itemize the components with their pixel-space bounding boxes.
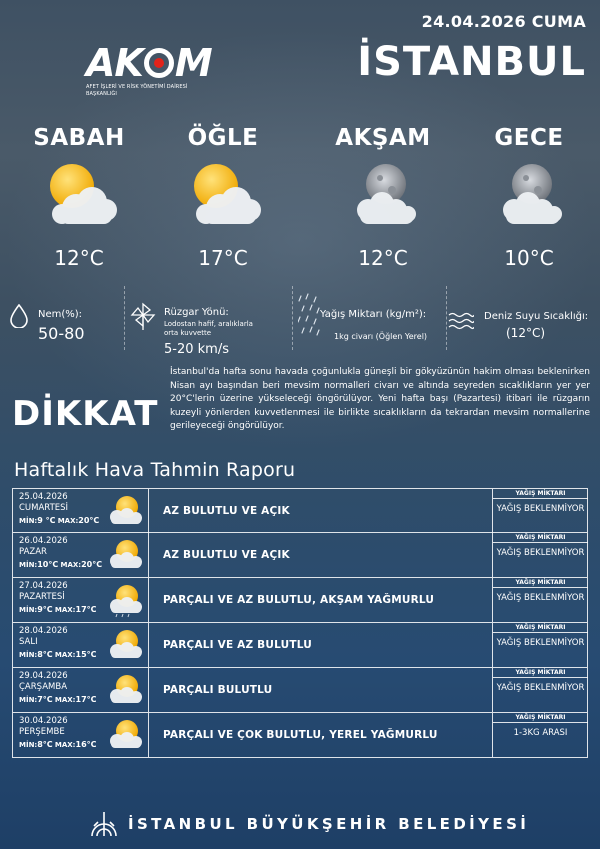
day-date: 30.04.2026 — [19, 716, 68, 726]
min-label: MİN: — [19, 517, 38, 525]
sun-cloud-icon — [103, 627, 147, 663]
min-temp: 8°C — [37, 740, 53, 749]
max-label: MAX: — [54, 741, 76, 749]
period-name: ÖĞLE — [187, 125, 259, 151]
weekly-report-title: Haftalık Hava Tahmin Raporu — [14, 459, 296, 481]
max-label: MAX: — [54, 651, 76, 659]
day-cell — [13, 668, 149, 712]
day-description: PARÇALI BULUTLU — [163, 684, 273, 696]
period-temp: 12°C — [358, 246, 408, 270]
desc-cell — [149, 713, 493, 757]
day-name: PERŞEMBE — [19, 727, 65, 737]
weekly-row — [12, 623, 588, 668]
footer — [0, 806, 600, 846]
max-label: MAX: — [57, 517, 79, 525]
moon-cloud-icon — [338, 158, 428, 230]
day-cell — [13, 489, 149, 533]
period-temp: 17°C — [198, 246, 248, 270]
day-description: AZ BULUTLU VE AÇIK — [163, 505, 290, 517]
max-label: MAX: — [54, 696, 76, 704]
rain-amount: YAĞIŞ BEKLENMİYOR — [496, 683, 585, 693]
sun-cloud-icon — [34, 158, 124, 230]
rain-header: YAĞIŞ MİKTARI — [493, 533, 588, 543]
min-label: MİN: — [19, 741, 38, 749]
max-temp: 20°C — [78, 516, 100, 525]
rain-cell — [493, 713, 588, 757]
sun-cloud-icon — [103, 537, 147, 573]
max-temp: 17°C — [75, 695, 97, 704]
akom-logo — [86, 41, 216, 98]
max-temp: 20°C — [81, 560, 103, 569]
min-temp: 9 °C — [37, 516, 56, 525]
sun-cloud-icon — [103, 717, 147, 753]
weekly-table — [12, 488, 588, 758]
period-evening — [318, 124, 448, 270]
divider — [124, 286, 125, 350]
day-date: 25.04.2026 — [19, 492, 68, 502]
day-cell — [13, 533, 149, 577]
day-name: PAZAR — [19, 547, 47, 557]
rain-value: 1kg civarı (Öğlen Yerel) — [334, 332, 428, 341]
day-cell — [13, 623, 149, 667]
day-temps — [19, 560, 102, 570]
min-label: MİN: — [19, 696, 38, 704]
weekly-row — [12, 533, 588, 578]
rain-header: YAĞIŞ MİKTARI — [493, 578, 588, 588]
rain-info — [298, 280, 444, 360]
weekly-row — [12, 578, 588, 623]
day-description: PARÇALI VE ÇOK BULUTLU, YEREL YAĞMURLU — [163, 729, 438, 741]
min-label: MİN: — [19, 561, 38, 569]
period-name: SABAH — [33, 125, 125, 151]
divider — [446, 286, 447, 350]
sun-cloud-icon — [178, 158, 268, 230]
sun-cloud-rain-icon — [103, 582, 147, 618]
humidity-value: 50-80 — [38, 324, 85, 343]
day-date: 27.04.2026 — [19, 581, 68, 591]
rain-icon — [298, 292, 322, 340]
day-name: PAZARTESİ — [19, 592, 65, 602]
day-description: PARÇALI VE AZ BULUTLU — [163, 639, 312, 651]
wind-label: Rüzgar Yönü: — [164, 307, 229, 318]
min-label: MİN: — [19, 651, 38, 659]
day-temps — [19, 740, 97, 750]
min-temp: 9°C — [37, 605, 53, 614]
rain-header: YAĞIŞ MİKTARI — [493, 713, 588, 723]
weekly-row — [12, 668, 588, 713]
humidity-info — [10, 280, 120, 360]
period-morning — [14, 124, 144, 270]
day-date: 28.04.2026 — [19, 626, 68, 636]
period-noon — [158, 124, 288, 270]
desc-cell — [149, 533, 493, 577]
period-name: GECE — [494, 125, 564, 151]
period-night — [464, 124, 594, 270]
divider — [292, 286, 293, 350]
min-temp: 7°C — [37, 695, 53, 704]
rain-cell — [493, 533, 588, 577]
day-date: 26.04.2026 — [19, 536, 68, 546]
desc-cell — [149, 489, 493, 533]
day-temps — [19, 516, 99, 526]
period-temp: 12°C — [54, 246, 104, 270]
weekly-row — [12, 713, 588, 758]
max-label: MAX: — [60, 561, 82, 569]
sea-label: Deniz Suyu Sıcaklığı: — [484, 311, 589, 322]
logo-o-mark — [144, 48, 174, 78]
rain-label: Yağış Miktarı (kg/m²): — [320, 309, 427, 320]
conditions-row — [0, 280, 600, 360]
max-temp: 17°C — [75, 605, 97, 614]
max-temp: 16°C — [75, 740, 97, 749]
waves-icon — [448, 312, 474, 330]
ibb-logo-icon — [88, 808, 120, 840]
desc-cell — [149, 623, 493, 667]
wind-detail: Lodostan hafif, aralıklarla orta kuvvette — [164, 320, 253, 337]
min-temp: 10°C — [37, 560, 59, 569]
rain-amount: 1-3KG ARASI — [513, 728, 568, 738]
rain-header: YAĞIŞ MİKTARI — [493, 623, 588, 633]
day-temps — [19, 605, 97, 615]
warning-title: DİKKAT — [12, 394, 159, 434]
sun-cloud-icon — [103, 672, 147, 708]
pinwheel-icon — [130, 302, 156, 330]
wind-value: 5-20 km/s — [164, 342, 229, 357]
sea-info — [448, 280, 598, 360]
max-temp: 15°C — [75, 650, 97, 659]
rain-amount: YAĞIŞ BEKLENMİYOR — [496, 548, 585, 558]
rain-amount: YAĞIŞ BEKLENMİYOR — [496, 504, 585, 514]
warning-text: İstanbul'da hafta sonu havada çoğunlukla güneşli bir gökyüzünün hakim olması beklenirken Nisan ayı başından beri mevsim normalleri civarı ve altında seyreden sıcaklıkların yer yer 20°C'lerin üzerine yükseleceği öngörülüyor. Yeni hafta başı (Pazartesi) itibari ile rüzgarın kuzeyli yönlerden kuvvetlenmesi ile birlikte sıcaklıkların da tekrardan mevsim normallerine gerileyeceği öngörülüyor. — [170, 367, 590, 432]
droplet-icon — [10, 304, 28, 328]
desc-cell — [149, 668, 493, 712]
rain-cell — [493, 578, 588, 622]
humidity-label: Nem(%): — [38, 309, 83, 320]
min-temp: 8°C — [37, 650, 53, 659]
wind-info — [130, 280, 290, 360]
akom-logo-word: AK M — [86, 41, 212, 85]
desc-cell — [149, 578, 493, 622]
period-temp: 10°C — [504, 246, 554, 270]
day-cell — [13, 578, 149, 622]
rain-amount: YAĞIŞ BEKLENMİYOR — [496, 638, 585, 648]
day-name: SALI — [19, 637, 38, 647]
rain-cell — [493, 489, 588, 533]
weekly-row — [12, 488, 588, 533]
day-description: AZ BULUTLU VE AÇIK — [163, 549, 290, 561]
logo-subtitle: AFET İŞLERİ VE RİSK YÖNETİMİ DAİRESİ BAŞKANLIĞI — [86, 84, 188, 97]
min-label: MİN: — [19, 606, 38, 614]
report-date: 24.04.2026 CUMA — [421, 12, 586, 31]
day-temps — [19, 695, 97, 705]
moon-cloud-icon — [484, 158, 574, 230]
rain-header: YAĞIŞ MİKTARI — [493, 668, 588, 678]
day-name: ÇARŞAMBA — [19, 682, 68, 692]
rain-amount: YAĞIŞ BEKLENMİYOR — [496, 593, 585, 603]
day-date: 29.04.2026 — [19, 671, 68, 681]
rain-header: YAĞIŞ MİKTARI — [493, 489, 588, 499]
max-label: MAX: — [54, 606, 76, 614]
city-name: İSTANBUL — [357, 39, 586, 85]
rain-cell — [493, 668, 588, 712]
sea-value: (12°C) — [506, 326, 546, 340]
day-temps — [19, 650, 97, 660]
footer-text: İSTANBUL BÜYÜKŞEHİR BELEDİYESİ — [128, 815, 530, 833]
period-name: AKŞAM — [335, 125, 431, 151]
day-description: PARÇALI VE AZ BULUTLU, AKŞAM YAĞMURLU — [163, 594, 435, 606]
day-name: CUMARTESİ — [19, 503, 69, 513]
rain-cell — [493, 623, 588, 667]
day-cell — [13, 713, 149, 757]
sun-cloud-icon — [103, 493, 147, 529]
